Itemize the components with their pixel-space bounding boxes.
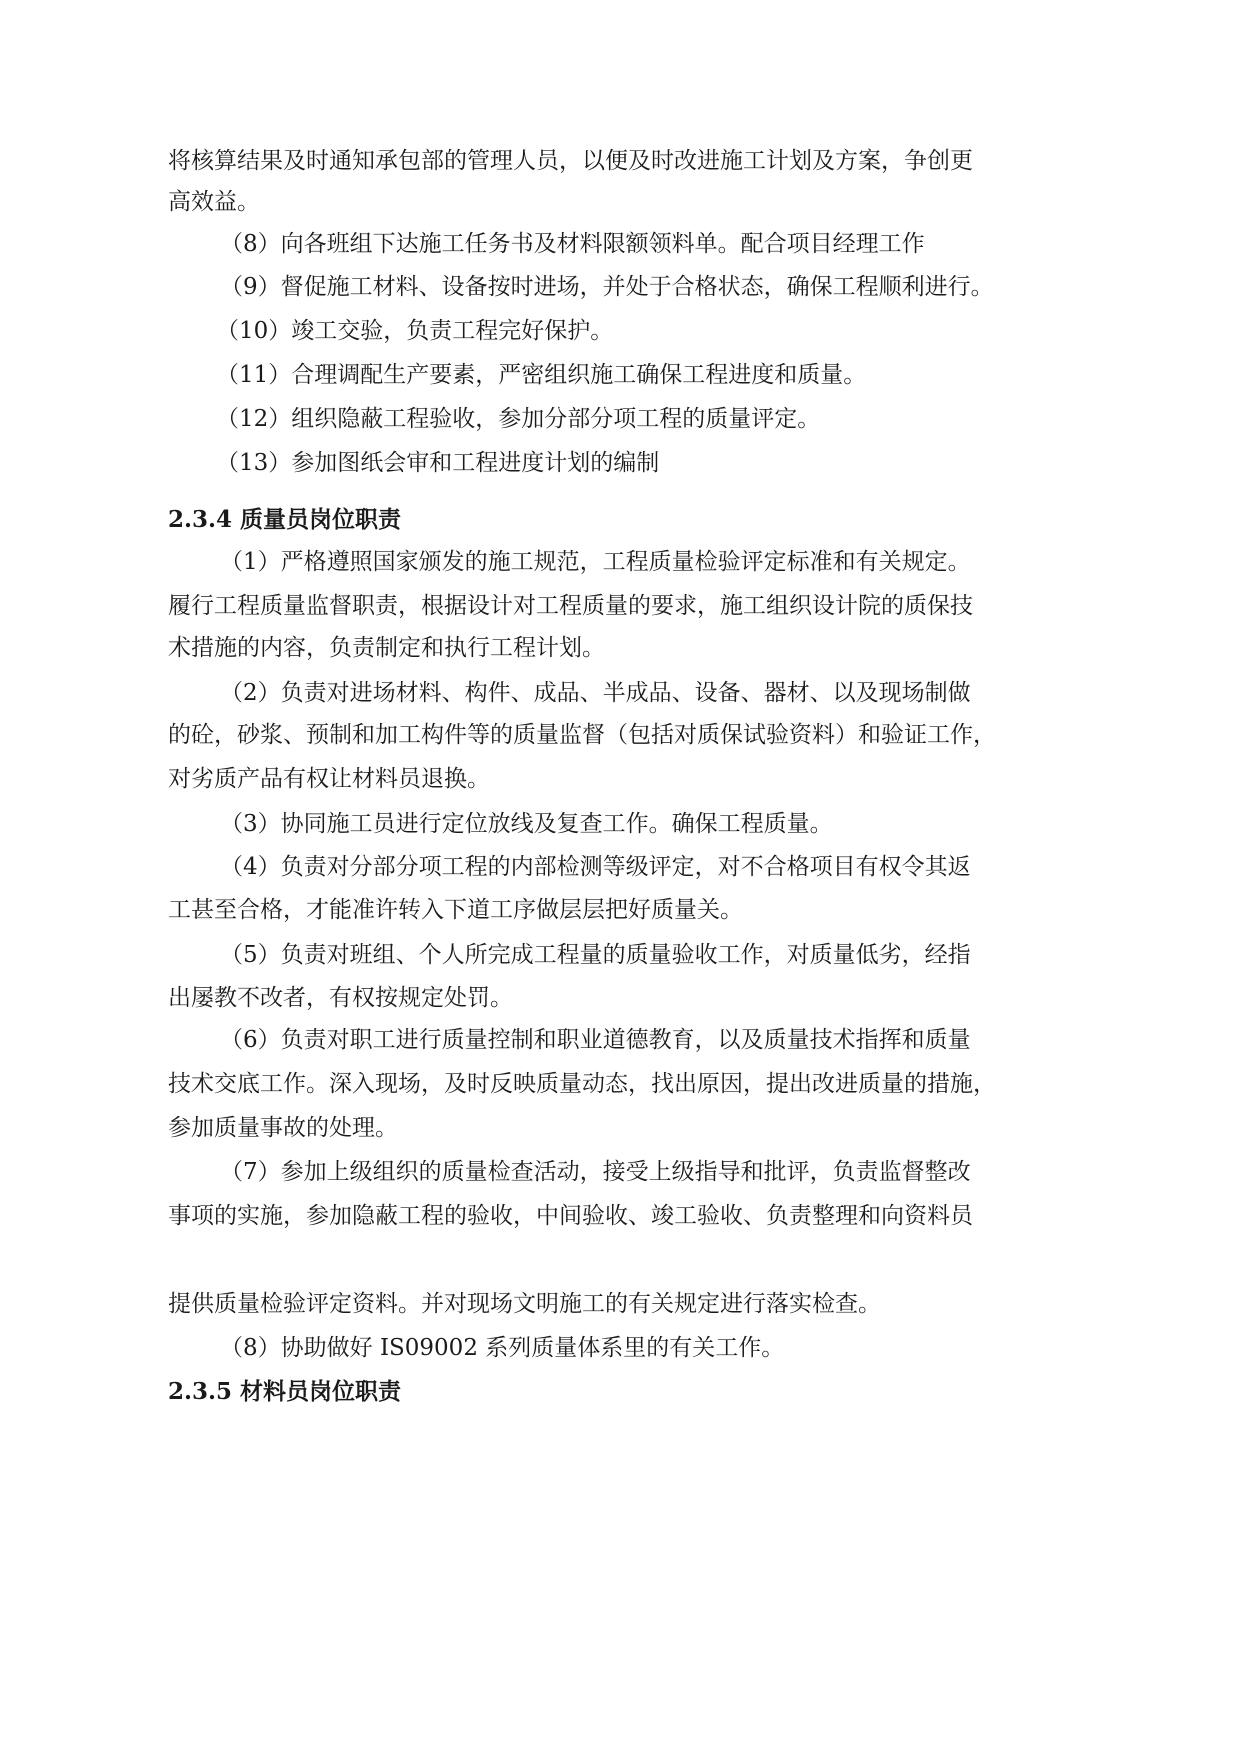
- paragraph-line: （5）负责对班组、个人所完成工程量的质量验收工作，对质量低劣，经指: [220, 942, 971, 968]
- paragraph-line: （1）严格遵照国家颁发的施工规范，工程质量检验评定标准和有关规定。: [220, 549, 971, 575]
- paragraph-line: 的砼，砂浆、预制和加工构件等的质量监督（包括对质保试验资料）和验证工作，: [168, 722, 996, 748]
- paragraph-line: 高效益。: [168, 189, 260, 215]
- paragraph-line: （6）负责对职工进行质量控制和职业道德教育，以及质量技术指挥和质量: [220, 1027, 971, 1053]
- paragraph-line: 技术交底工作。深入现场，及时反映质量动态，找出原因，提出改进质量的措施，: [168, 1071, 996, 1097]
- list-item: （13）参加图纸会审和工程进度计划的编制: [216, 450, 660, 476]
- section-heading: 2.3.4 质量员岗位职责: [168, 506, 402, 533]
- paragraph-line: 参加质量事故的处理。: [168, 1115, 398, 1141]
- paragraph-line: 履行工程质量监督职责，根据设计对工程质量的要求，施工组织设计院的质保技: [168, 593, 973, 619]
- paragraph-line: （4）负责对分部分项工程的内部检测等级评定，对不合格项目有权令其返: [220, 854, 971, 880]
- paragraph-line: 出屡教不改者，有权按规定处罚。: [168, 985, 513, 1011]
- list-item: （9）督促施工材料、设备按时进场，并处于合格状态，确保工程顺利进行。: [220, 274, 994, 300]
- list-item: （8）向各班组下达施工任务书及材料限额领料单。配合项目经理工作: [220, 231, 925, 257]
- paragraph-line: 事项的实施，参加隐蔽工程的验收，中间验收、竣工验收、负责整理和向资料员: [168, 1203, 973, 1229]
- paragraph-line: 提供质量检验评定资料。并对现场文明施工的有关规定进行落实检查。: [168, 1291, 881, 1317]
- paragraph-line: （7）参加上级组织的质量检查活动，接受上级指导和批评，负责监督整改: [220, 1159, 971, 1185]
- list-item: （10）竣工交验，负责工程完好保护。: [216, 318, 614, 344]
- paragraph-line: 对劣质产品有权让材料员退换。: [168, 766, 490, 792]
- paragraph-line: （8）协助做好 IS09002 系列质量体系里的有关工作。: [220, 1335, 785, 1361]
- list-item: （12）组织隐蔽工程验收，参加分部分项工程的质量评定。: [216, 406, 821, 432]
- paragraph-line: 术措施的内容，负责制定和执行工程计划。: [168, 635, 605, 661]
- paragraph-line: （2）负责对进场材料、构件、成品、半成品、设备、器材、以及现场制做: [220, 680, 971, 706]
- paragraph-line: 工甚至合格，才能准许转入下道工序做层层把好质量关。: [168, 897, 743, 923]
- section-heading: 2.3.5 材料员岗位职责: [168, 1378, 402, 1405]
- paragraph-line: （3）协同施工员进行定位放线及复查工作。确保工程质量。: [220, 811, 833, 837]
- paragraph-line: 将核算结果及时通知承包部的管理人员，以便及时改进施工计划及方案，争创更: [168, 148, 973, 174]
- list-item: （11）合理调配生产要素，严密组织施工确保工程进度和质量。: [216, 362, 867, 388]
